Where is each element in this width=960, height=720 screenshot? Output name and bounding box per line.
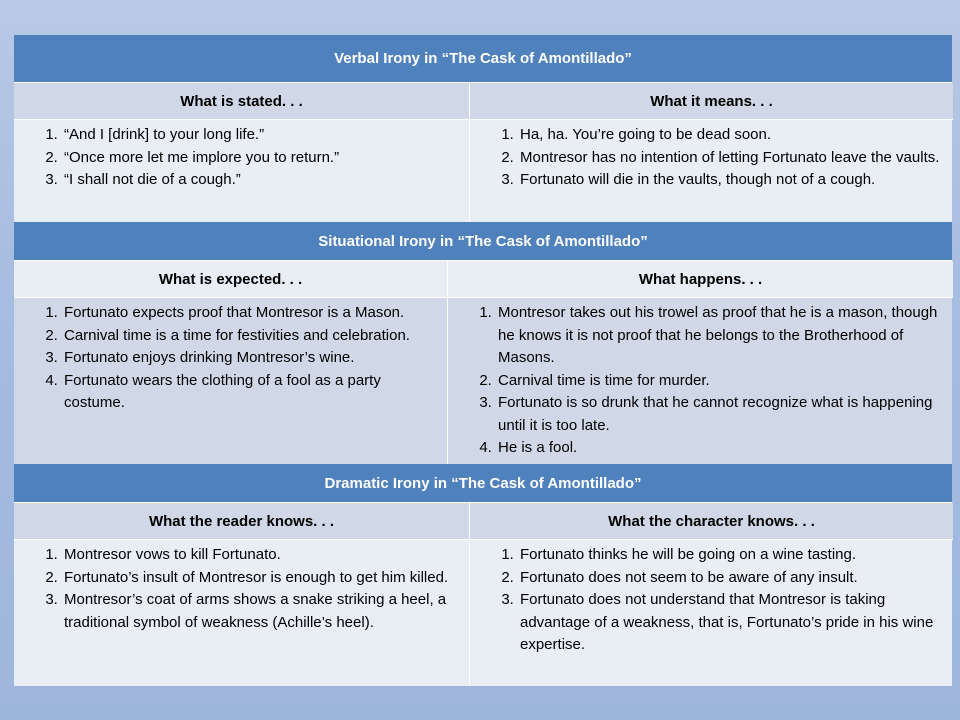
list-item: 1. Montresor takes out his trowel as proof that he is a mason, though he knows it is not proof that he belongs to the Brotherhood of Masons.	[496, 302, 944, 370]
list-item: 2. “Once more let me implore you to return.”	[62, 147, 461, 170]
situational-irony-header: Situational Irony in “The Cask of Amontillado”	[14, 222, 952, 261]
situational-expected-cell	[14, 298, 447, 464]
list-item: 3. Montresor’s coat of arms shows a snake striking a heel, a traditional symbol of weakness (Achille’s heel).	[62, 589, 461, 634]
verbal-stated-cell	[14, 120, 469, 222]
list-item: 2. Montresor has no intention of letting Fortunato leave the vaults.	[518, 147, 944, 170]
list-item: 3. “I shall not die of a cough.”	[62, 169, 461, 192]
irony-table	[14, 35, 952, 686]
verbal-stated-list	[24, 124, 461, 192]
list-item: 3. Fortunato will die in the vaults, though not of a cough.	[518, 169, 944, 192]
verbal-col-stated: What is stated. . .	[14, 83, 469, 120]
dramatic-body-row	[14, 540, 952, 686]
dramatic-reader-cell	[14, 540, 469, 686]
dramatic-column-headers	[14, 503, 952, 540]
list-item: 1. Montresor vows to kill Fortunato.	[62, 544, 461, 567]
situational-body-row	[14, 298, 952, 464]
situational-col-happens: What happens. . .	[447, 261, 953, 298]
list-item: 4. Fortunato wears the clothing of a fool as a party costume.	[62, 370, 439, 415]
verbal-column-headers	[14, 83, 952, 120]
dramatic-col-reader: What the reader knows. . .	[14, 503, 469, 540]
list-item: 1. “And I [drink] to your long life.”	[62, 124, 461, 147]
dramatic-irony-header: Dramatic Irony in “The Cask of Amontillado”	[14, 464, 952, 503]
list-item: 3. Fortunato enjoys drinking Montresor’s wine.	[62, 347, 439, 370]
verbal-means-cell	[469, 120, 952, 222]
situational-col-expected: What is expected. . .	[14, 261, 447, 298]
situational-happens-list	[458, 302, 944, 460]
situational-happens-cell	[447, 298, 952, 464]
situational-column-headers	[14, 261, 952, 298]
list-item: 2. Fortunato’s insult of Montresor is enough to get him killed.	[62, 567, 461, 590]
list-item: 4. He is a fool.	[496, 437, 944, 460]
list-item: 1. Ha, ha. You’re going to be dead soon.	[518, 124, 944, 147]
list-item: 2. Fortunato does not seem to be aware of any insult.	[518, 567, 944, 590]
situational-expected-list	[24, 302, 439, 415]
list-item: 1. Fortunato thinks he will be going on a wine tasting.	[518, 544, 944, 567]
verbal-irony-header: Verbal Irony in “The Cask of Amontillado”	[14, 35, 952, 83]
dramatic-character-cell	[469, 540, 952, 686]
list-item: 3. Fortunato does not understand that Montresor is taking advantage of a weakness, that is, Fortunato’s pride in his wine expertise.	[518, 589, 944, 657]
list-item: 2. Carnival time is time for murder.	[496, 370, 944, 393]
verbal-means-list	[480, 124, 944, 192]
list-item: 2. Carnival time is a time for festivities and celebration.	[62, 325, 439, 348]
verbal-col-means: What it means. . .	[469, 83, 953, 120]
dramatic-reader-list	[24, 544, 461, 634]
dramatic-col-character: What the character knows. . .	[469, 503, 953, 540]
verbal-body-row	[14, 120, 952, 222]
dramatic-character-list	[480, 544, 944, 657]
list-item: 3. Fortunato is so drunk that he cannot recognize what is happening until it is too late.	[496, 392, 944, 437]
list-item: 1. Fortunato expects proof that Montresor is a Mason.	[62, 302, 439, 325]
